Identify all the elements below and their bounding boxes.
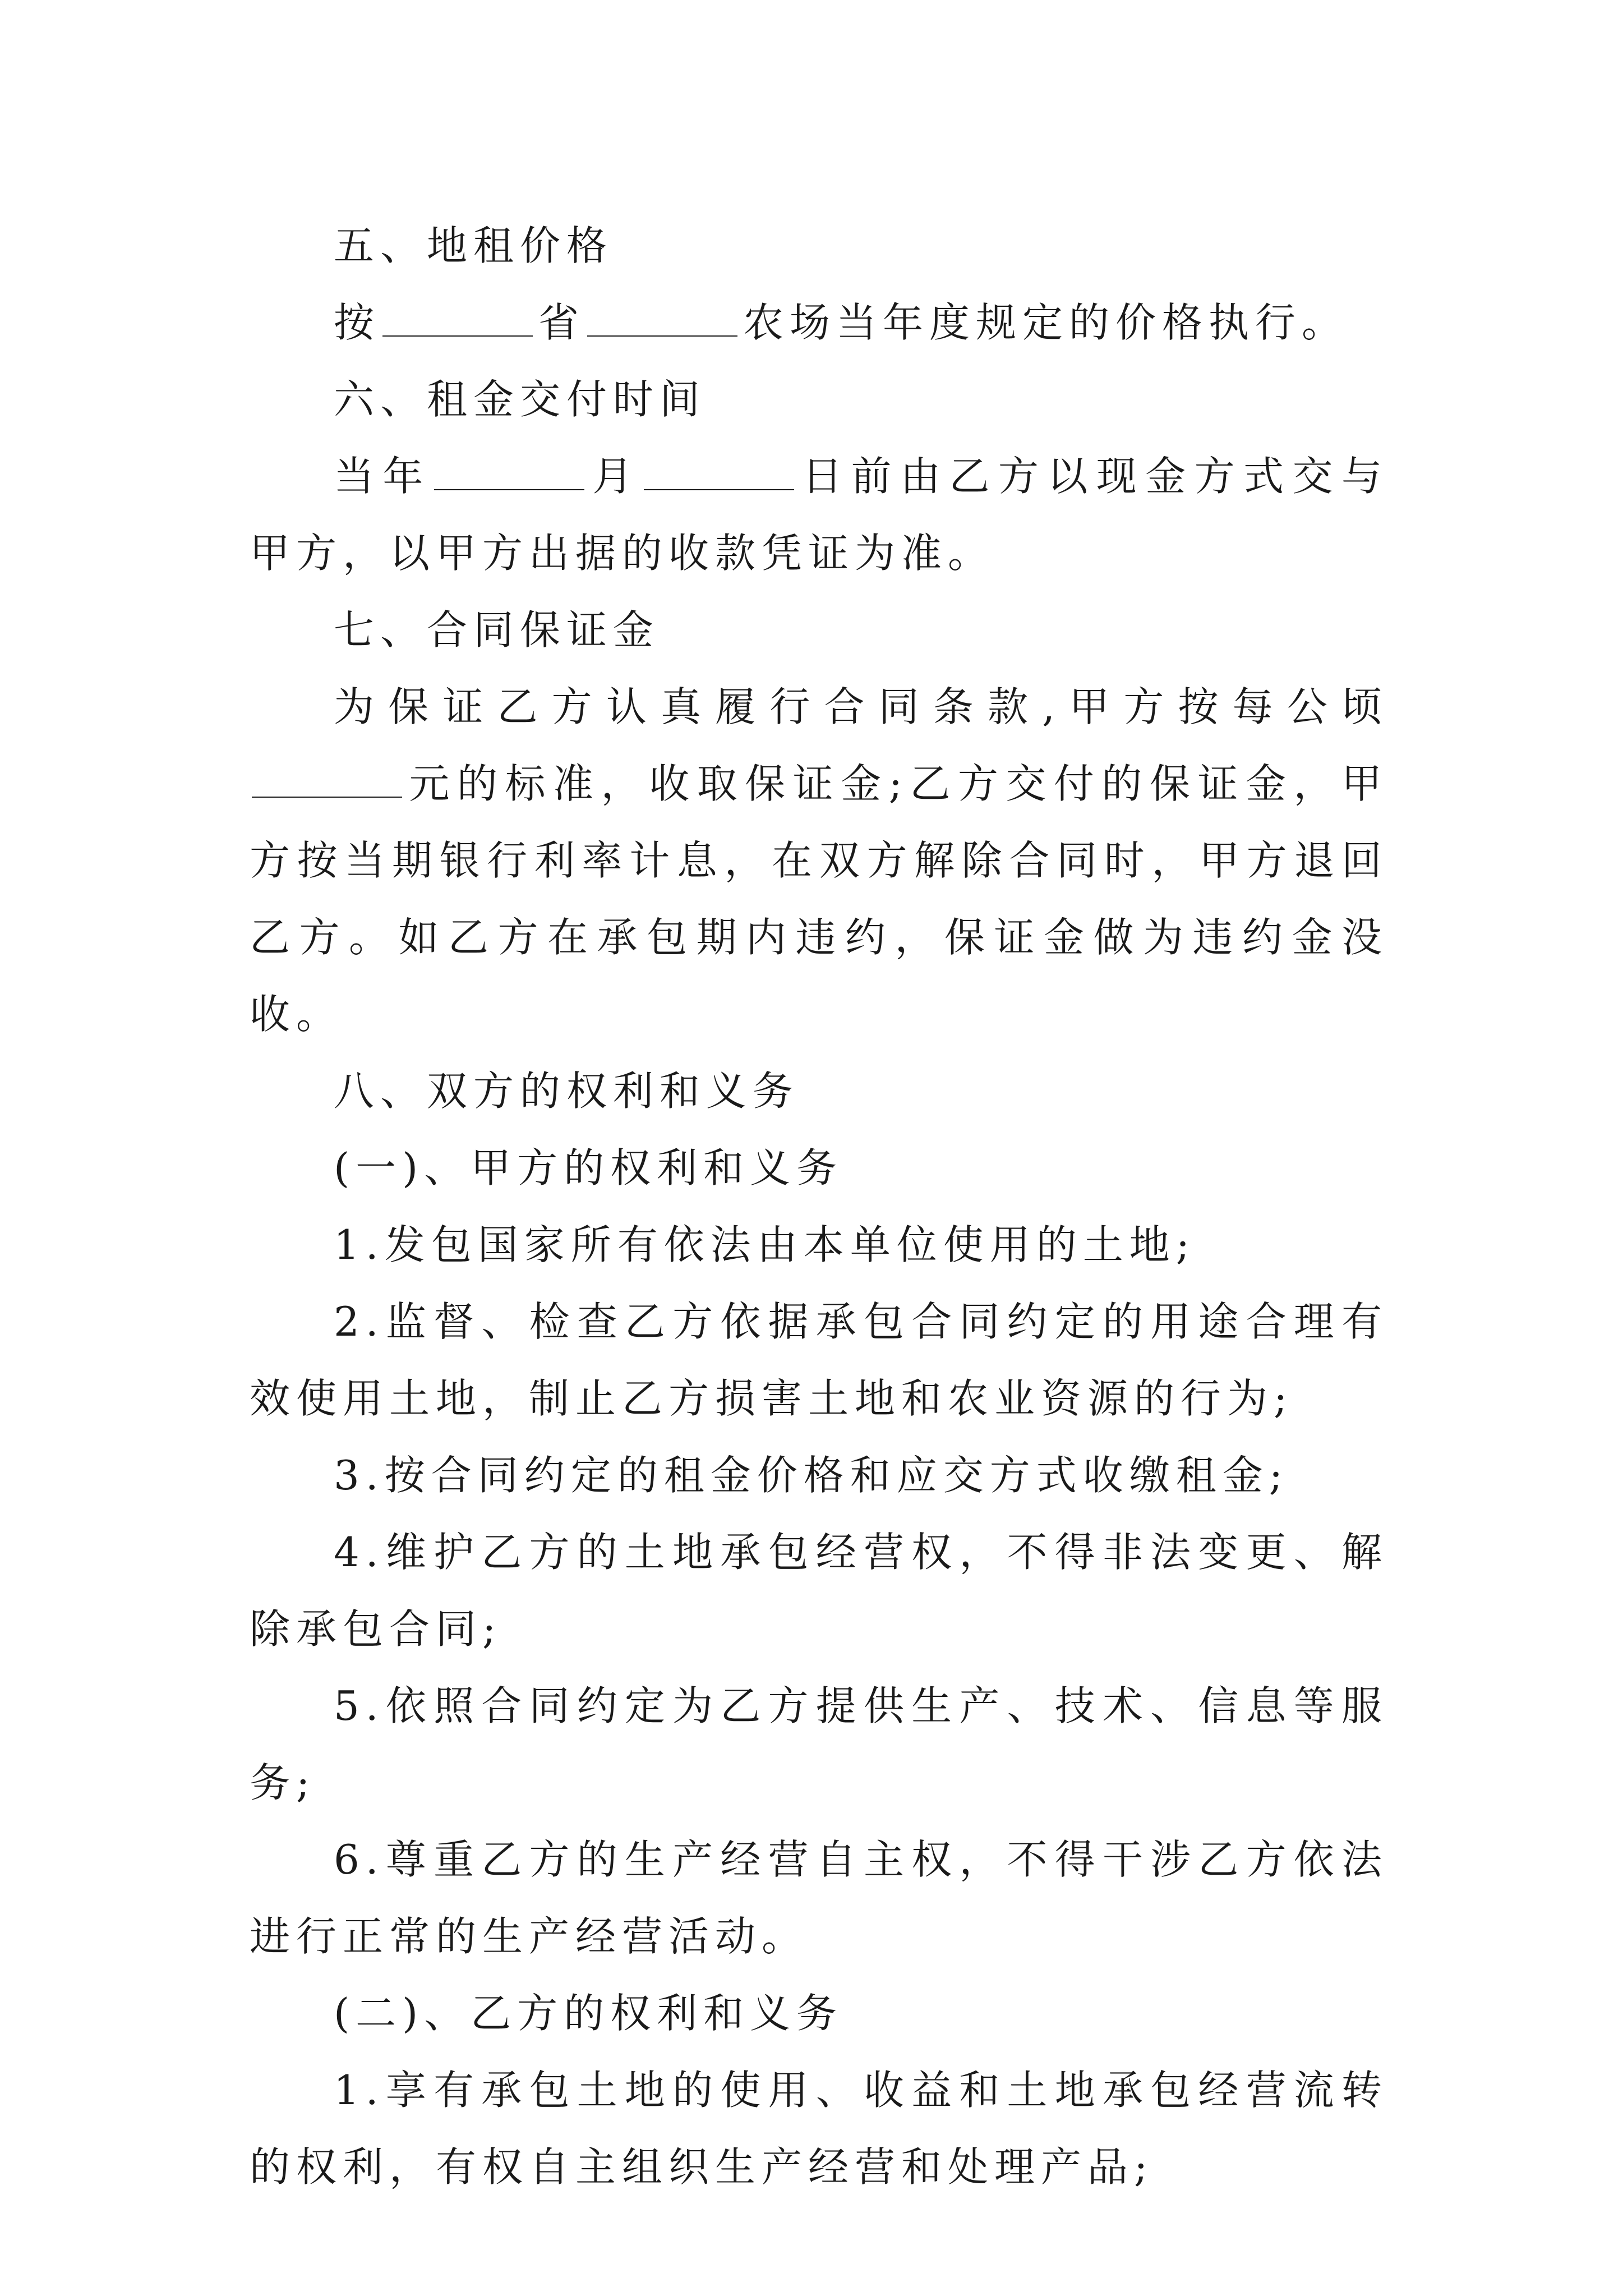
clause-text: 元的标准，收取保证金;乙方交付的保证金，甲方按当期银行利率计息，在双方解除合同时，甲方退回乙方。如乙方在承包期内违约，保证金做为违约金没收。 xyxy=(250,760,1388,1038)
party-a-item-6: 6.尊重乙方的生产经营自主权，不得干涉乙方依法进行正常的生产经营活动。 xyxy=(250,1836,1388,1960)
deposit-clause xyxy=(250,669,1388,1053)
section-heading-payment-time: 六、租金交付时间 xyxy=(334,376,707,423)
rent-price-clause xyxy=(250,284,1388,361)
clause-text: 月 xyxy=(589,453,642,500)
party-a-item-2: 2.监督、检查乙方依据承包合同约定的用途合理有效使用土地，制止乙方损害土地和农业资源的行为; xyxy=(250,1298,1388,1422)
party-a-item-5: 5.依照合同约定为乙方提供生产、技术、信息等服务; xyxy=(250,1682,1388,1806)
blank-day[interactable] xyxy=(644,455,794,490)
subheading-party-b: (二)、乙方的权利和义务 xyxy=(334,1990,843,2037)
blank-farm[interactable] xyxy=(587,302,737,337)
clause-text: 农场当年度规定的价格执行。 xyxy=(743,299,1349,346)
section-heading-deposit: 七、合同保证金 xyxy=(334,606,660,654)
clause-text: 日前由乙方以现金方式交与甲方，以甲方出据的收款凭证为准。 xyxy=(250,453,1388,577)
blank-deposit-amount[interactable] xyxy=(252,763,402,798)
clause-text: 省 xyxy=(538,299,585,346)
document-body xyxy=(250,208,1388,2206)
party-a-item-1: 1.发包国家所有依法由本单位使用的土地; xyxy=(334,1221,1196,1268)
subheading-party-a: (一)、甲方的权利和义务 xyxy=(334,1144,843,1191)
party-a-item-3: 3.按合同约定的租金价格和应交方式收缴租金; xyxy=(334,1452,1289,1499)
blank-month[interactable] xyxy=(434,455,584,490)
payment-time-clause xyxy=(250,438,1388,592)
party-b-item-1: 1.享有承包土地的使用、收益和土地承包经营流转的权利，有权自主组织生产经营和处理产品; xyxy=(250,2067,1388,2191)
clause-text: 为保证乙方认真履行合同条款,甲方按每公顷 xyxy=(334,683,1388,730)
clause-text: 按 xyxy=(334,299,381,346)
party-a-item-4: 4.维护乙方的土地承包经营权，不得非法变更、解除承包合同; xyxy=(250,1529,1388,1653)
section-heading-land-rent-price: 五、地租价格 xyxy=(334,222,614,269)
blank-province[interactable] xyxy=(382,302,533,337)
clause-text: 当年 xyxy=(334,453,432,500)
section-heading-rights-obligations: 八、双方的权利和义务 xyxy=(334,1068,800,1115)
